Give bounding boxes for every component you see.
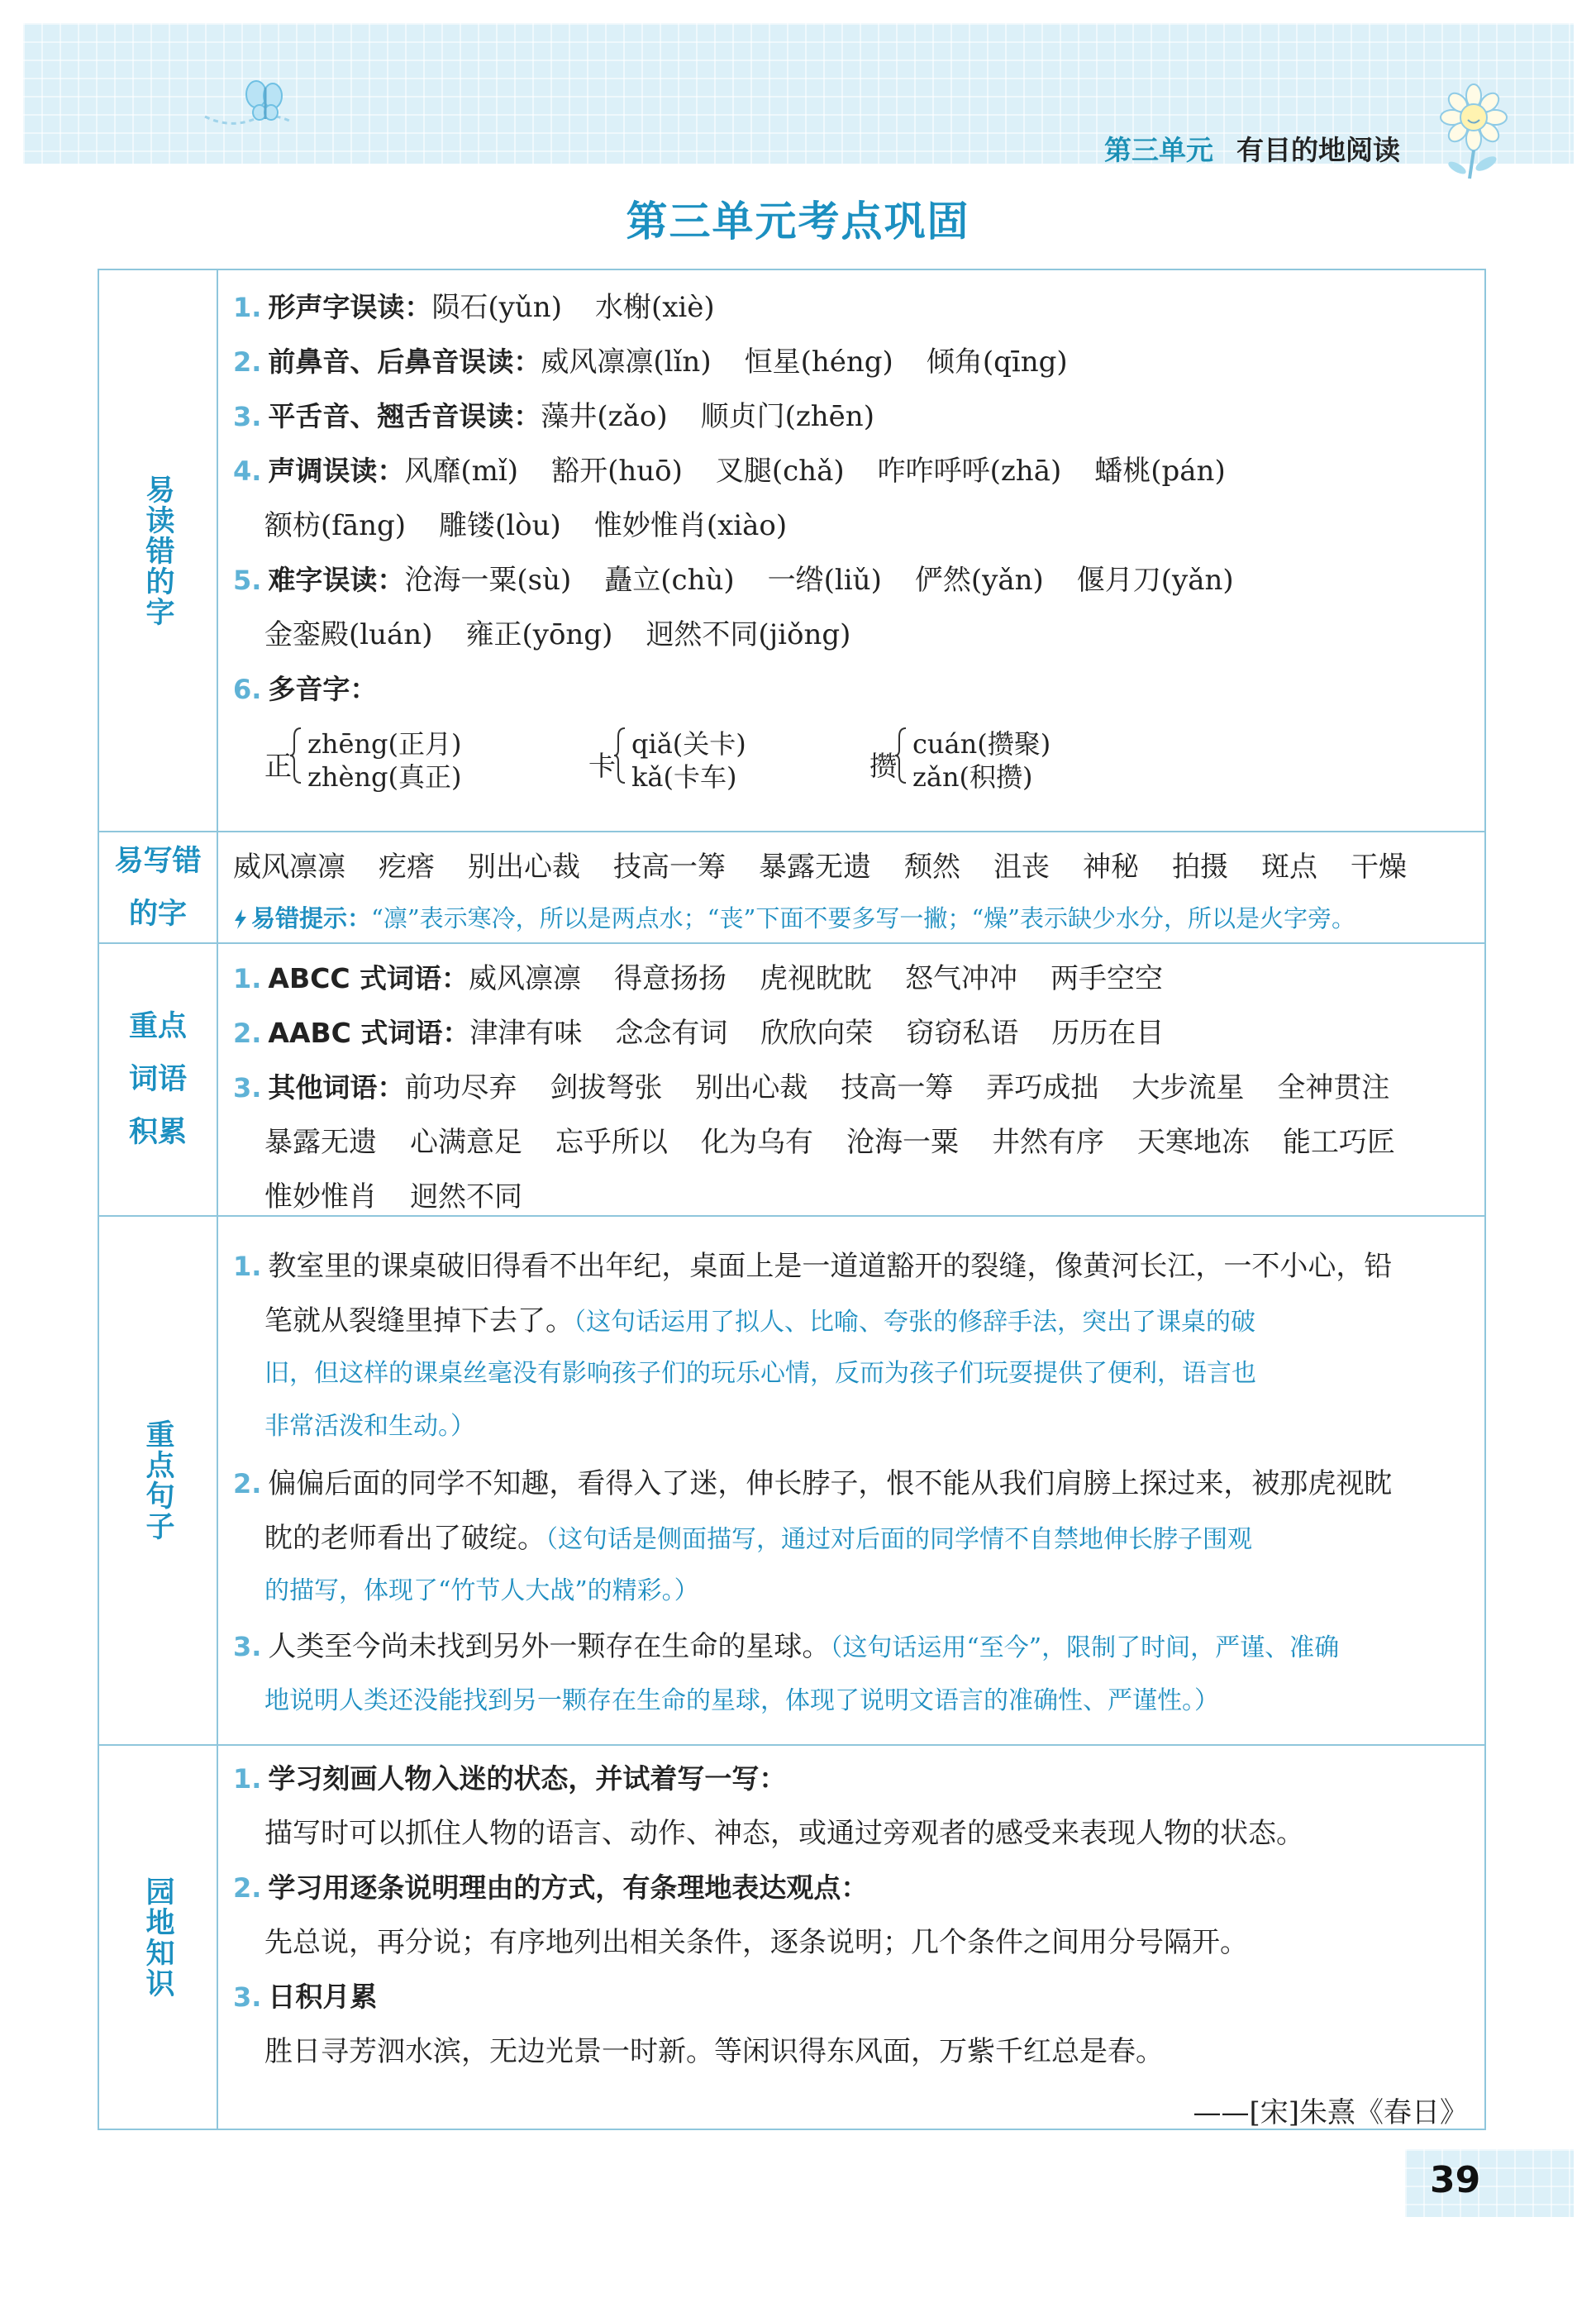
word: 技高一筹 bbox=[841, 1071, 954, 1104]
polyphone-reading: cuán(攒聚) bbox=[912, 728, 1051, 760]
list-item-continued bbox=[264, 1180, 522, 1213]
brace-icon bbox=[613, 727, 626, 784]
item-number: 3. bbox=[233, 401, 262, 432]
polyphone-char: 攒 bbox=[869, 750, 897, 782]
word: 恒星(héng) bbox=[744, 346, 893, 379]
item-number: 3. bbox=[233, 1072, 262, 1104]
word: 念念有词 bbox=[615, 1017, 728, 1050]
section-label-cell bbox=[99, 1746, 218, 2129]
sentence-line bbox=[264, 1522, 1252, 1557]
word: 顺贞门(zhēn) bbox=[700, 400, 874, 433]
section-misread bbox=[99, 270, 1484, 832]
page-number: 39 bbox=[1430, 2159, 1481, 2201]
word: 沮丧 bbox=[993, 851, 1050, 884]
word: 矗立(chù) bbox=[604, 564, 735, 597]
word: 倾角(qīng) bbox=[926, 346, 1068, 379]
word: 前功尽弃 bbox=[404, 1071, 517, 1104]
word: 风靡(mǐ) bbox=[404, 455, 519, 488]
sentence-text: 笔就从裂缝里掉下去了。 bbox=[264, 1304, 574, 1337]
sentence-text: 偏偏后面的同学不知趣，看得入了迷，伸长脖子，恨不能从我们肩膀上探过来，被那虎视眈 bbox=[268, 1467, 1393, 1500]
list-item bbox=[233, 455, 1226, 488]
sentence-text: 眈的老师看出了破绽。 bbox=[264, 1522, 545, 1555]
word: 惟妙惟肖(xiào) bbox=[593, 509, 788, 542]
sentence-line bbox=[233, 1630, 1339, 1665]
word: 藻井(zǎo) bbox=[541, 400, 668, 433]
butterfly-icon bbox=[197, 71, 296, 137]
word: 惟妙惟肖 bbox=[264, 1180, 377, 1213]
section-label-cell bbox=[99, 270, 218, 831]
word: 额枋(fāng) bbox=[264, 509, 407, 542]
word: 沧海一粟(sù) bbox=[404, 564, 572, 597]
item-number: 1. bbox=[233, 292, 262, 323]
word: 疙瘩 bbox=[379, 851, 435, 884]
list-item bbox=[233, 1071, 1389, 1104]
polyphone-reading: zǎn(积攒) bbox=[912, 761, 1033, 793]
word: 雍正(yōng) bbox=[465, 618, 613, 651]
list-item bbox=[233, 564, 1234, 597]
word: 威风凛凛(lǐn) bbox=[541, 346, 712, 379]
word: 心满意足 bbox=[410, 1126, 522, 1159]
word: 叉腿(chǎ) bbox=[715, 455, 845, 488]
sentence-note: （这句话运用“至今”，限制了时间，严谨、准确 bbox=[830, 1633, 1340, 1662]
sentence-line bbox=[233, 1250, 1392, 1283]
word: 虎视眈眈 bbox=[760, 962, 873, 995]
sentence-note: 非常活泼和生动。） bbox=[264, 1412, 475, 1441]
word: 迥然不同(jiǒng) bbox=[646, 618, 851, 651]
word: 弄巧成拙 bbox=[986, 1071, 1099, 1104]
item-title: 前鼻音、后鼻音误读： bbox=[268, 346, 541, 378]
item-number: 3. bbox=[233, 1631, 262, 1662]
word: 别出心裁 bbox=[468, 851, 580, 884]
word: 忘乎所以 bbox=[555, 1126, 668, 1159]
section-label-cell bbox=[99, 832, 218, 942]
word: 暴露无遗 bbox=[759, 851, 871, 884]
item-number: 2. bbox=[233, 1468, 262, 1499]
word: 暴露无遗 bbox=[264, 1126, 377, 1159]
word: 水榭(xiè) bbox=[594, 291, 715, 324]
item-number: 2. bbox=[233, 1018, 262, 1049]
brace-icon bbox=[289, 727, 303, 784]
word: 豁开(huō) bbox=[551, 455, 683, 488]
poem-text: 胜日寻芳泗水滨，无边光景一时新。等闲识得东风面，万紫千红总是春。 bbox=[264, 2035, 1164, 2068]
word: 蟠桃(pán) bbox=[1094, 455, 1226, 488]
item-title: 平舌音、翘舌音误读： bbox=[268, 400, 541, 432]
list-item bbox=[233, 400, 874, 433]
word: 颓然 bbox=[904, 851, 960, 884]
word: 怒气冲冲 bbox=[905, 962, 1018, 995]
section-key-words bbox=[99, 944, 1484, 1217]
polyphone-char: 正 bbox=[264, 750, 292, 782]
section-label: 重点句子 bbox=[141, 1419, 174, 1542]
sentence-text: 人类至今尚未找到另外一颗存在生命的星球。 bbox=[268, 1630, 831, 1663]
item-number: 2. bbox=[233, 1872, 262, 1904]
list-item bbox=[233, 1762, 786, 1795]
list-item-continued bbox=[264, 509, 787, 542]
word: 能工巧匠 bbox=[1283, 1126, 1395, 1159]
word-list bbox=[233, 851, 1407, 884]
word: 金銮殿(luán) bbox=[264, 618, 433, 651]
section-label: 园地知识 bbox=[141, 1876, 174, 1999]
word: 得意扬扬 bbox=[614, 962, 727, 995]
word: 迥然不同 bbox=[410, 1180, 522, 1213]
word: 威风凛凛 bbox=[469, 962, 582, 995]
word: 陨石(yǔn) bbox=[431, 291, 562, 324]
item-title: 其他词语： bbox=[268, 1071, 405, 1104]
word: 历历在目 bbox=[1051, 1017, 1165, 1050]
section-label-cell bbox=[99, 944, 218, 1215]
section-miswrite bbox=[99, 832, 1484, 944]
section-label: 易读错的字 bbox=[141, 474, 174, 627]
word: 别出心裁 bbox=[695, 1071, 808, 1104]
polyphone-reading: qiǎ(关卡) bbox=[631, 728, 746, 760]
item-text: 描写时可以抓住人物的语言、动作、神态，或通过旁观者的感受来表现人物的状态。 bbox=[264, 1817, 1304, 1850]
word: 井然有序 bbox=[992, 1126, 1104, 1159]
list-item bbox=[233, 1981, 377, 2014]
sentence-line bbox=[233, 1467, 1392, 1500]
polyphone-char: 卡 bbox=[588, 750, 616, 782]
word: 干燥 bbox=[1351, 851, 1407, 884]
word: 偃月刀(yǎn) bbox=[1076, 564, 1234, 597]
word: 一绺(liǔ) bbox=[767, 564, 882, 597]
list-item-continued bbox=[264, 618, 850, 651]
word: 全神贯注 bbox=[1277, 1071, 1390, 1104]
word: 天寒地冻 bbox=[1137, 1126, 1250, 1159]
word: 沧海一粟 bbox=[846, 1126, 959, 1159]
tip-text: “凛”表示寒冷，所以是两点水；“丧”下面不要多写一撇；“燥”表示缺少水分，所以是火字旁。 bbox=[371, 904, 1355, 932]
section-garden-knowledge bbox=[99, 1746, 1484, 2129]
item-number: 1. bbox=[233, 1763, 262, 1795]
item-title: 学习刻画人物入迷的状态，并试着写一写： bbox=[268, 1762, 787, 1795]
item-number: 5. bbox=[233, 565, 262, 596]
item-text: 先总说，再分说；有序地列出相关条件，逐条说明；几个条件之间用分号隔开。 bbox=[264, 1926, 1248, 1959]
sentence-text: 教室里的课桌破旧得看不出年纪，桌面上是一道道豁开的裂缝，像黄河长江，一不小心，铅 bbox=[268, 1250, 1393, 1283]
item-number: 1. bbox=[233, 1251, 262, 1282]
item-title: 学习用逐条说明理由的方式，有条理地表达观点： bbox=[268, 1871, 869, 1904]
sentence-line bbox=[264, 1304, 1255, 1339]
word: 欣欣向荣 bbox=[760, 1017, 874, 1050]
tip-label: 易错提示： bbox=[251, 904, 372, 932]
polyphone-reading: zhēng(正月) bbox=[307, 728, 462, 760]
word: 雕镂(lòu) bbox=[439, 509, 561, 542]
sentence-note: 地说明人类还没能找到另一颗存在生命的星球，体现了说明文语言的准确性、严谨性。） bbox=[264, 1686, 1219, 1715]
item-number: 6. bbox=[233, 674, 262, 705]
item-number: 2. bbox=[233, 346, 262, 378]
page-header bbox=[23, 23, 1574, 164]
list-item bbox=[233, 673, 377, 706]
word: 技高一筹 bbox=[613, 851, 726, 884]
list-item bbox=[233, 962, 1163, 995]
error-tip bbox=[233, 902, 1355, 935]
sentence-note: （这句话是侧面描写，通过对后面的同学情不自禁地伸长脖子围观 bbox=[545, 1525, 1252, 1554]
list-item bbox=[233, 1871, 868, 1905]
list-item bbox=[233, 1017, 1164, 1050]
polyphone-reading: kǎ(卡车) bbox=[631, 761, 737, 793]
section-label-cell bbox=[99, 1217, 218, 1744]
poem-source: ——[宋]朱熹《春日》 bbox=[1193, 2096, 1468, 2129]
polyphone-reading: zhèng(真正) bbox=[307, 761, 462, 793]
word: 咋咋呼呼(zhā) bbox=[877, 455, 1062, 488]
word: 拍摄 bbox=[1172, 851, 1228, 884]
word: 窃窃私语 bbox=[906, 1017, 1019, 1050]
item-number: 1. bbox=[233, 963, 262, 994]
sentence-note: 的描写，体现了“竹节人大战”的精彩。） bbox=[264, 1576, 699, 1605]
list-item-continued bbox=[264, 1126, 1395, 1159]
section-key-sentences bbox=[99, 1217, 1484, 1746]
item-title: 日积月累 bbox=[268, 1981, 378, 2013]
word: 两手空空 bbox=[1051, 962, 1164, 995]
word: 威风凛凛 bbox=[233, 851, 345, 884]
brace-icon bbox=[894, 727, 908, 784]
item-title: 多音字： bbox=[268, 673, 378, 705]
unit-tag: 第三单元 bbox=[1104, 134, 1213, 166]
page-title: 第三单元考点巩固 bbox=[626, 198, 970, 246]
word: 斑点 bbox=[1261, 851, 1317, 884]
item-title: AABC 式词语： bbox=[268, 1017, 470, 1049]
word: 大步流星 bbox=[1131, 1071, 1245, 1104]
word: 俨然(yǎn) bbox=[914, 564, 1044, 597]
item-title: 难字误读： bbox=[268, 564, 405, 596]
list-item bbox=[233, 291, 715, 324]
item-title: 声调误读： bbox=[268, 455, 405, 487]
unit-name: 有目的地阅读 bbox=[1236, 134, 1400, 166]
section-label: 易写错的字 bbox=[114, 844, 202, 931]
word: 神秘 bbox=[1083, 851, 1139, 884]
sentence-note: 旧，但这样的课桌丝毫没有影响孩子们的玩乐心情，反而为孩子们玩耍提供了便利，语言也 bbox=[264, 1359, 1256, 1388]
word: 剑拔弩张 bbox=[550, 1071, 663, 1104]
list-item bbox=[233, 346, 1068, 379]
sentence-note: （这句话运用了拟人、比喻、夸张的修辞手法，突出了课桌的破 bbox=[574, 1308, 1255, 1337]
word: 津津有味 bbox=[469, 1017, 583, 1050]
section-label: 重点词语积累 bbox=[128, 1010, 187, 1149]
item-title: ABCC 式词语： bbox=[268, 962, 469, 994]
word: 化为乌有 bbox=[701, 1126, 813, 1159]
item-title: 形声字误读： bbox=[268, 291, 432, 323]
item-number: 3. bbox=[233, 1981, 262, 2013]
item-number: 4. bbox=[233, 455, 262, 487]
sunflower-icon bbox=[1428, 81, 1519, 180]
review-table bbox=[98, 269, 1486, 2130]
lightning-icon bbox=[233, 908, 248, 930]
